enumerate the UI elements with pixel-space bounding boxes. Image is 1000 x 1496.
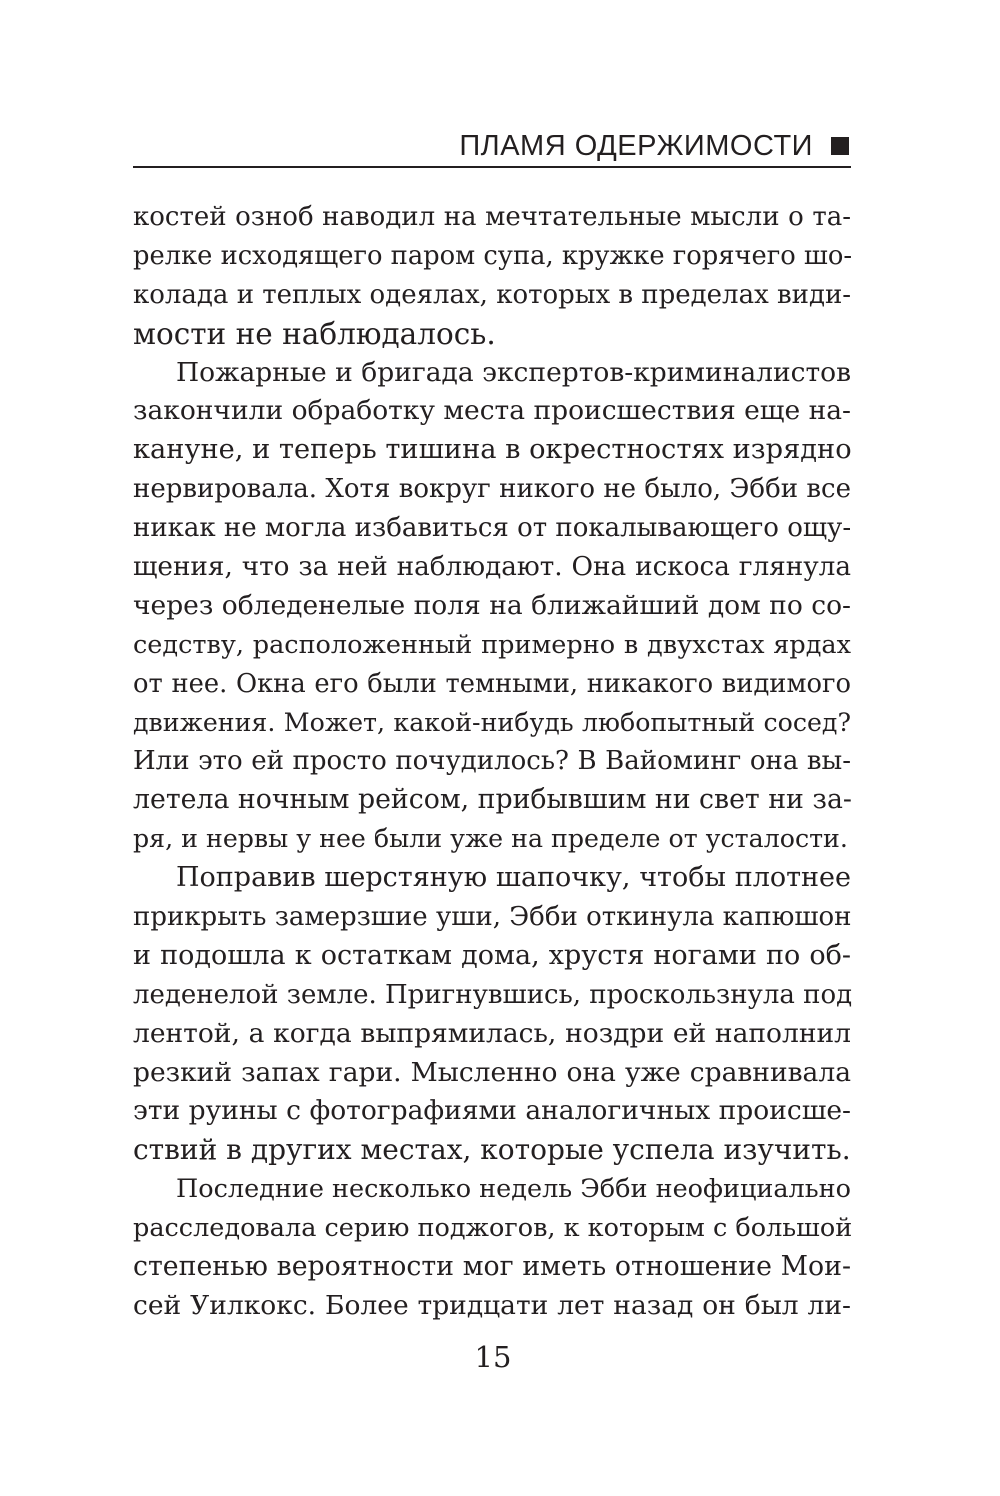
text-line: колада и теплых одеялах, которых в пределах види-: [133, 279, 852, 310]
text-line: степенью вероятности мог иметь отношение Мои-: [133, 1251, 851, 1283]
text-line: мости не наблюдалось.: [133, 316, 496, 351]
text-line: закончили обработку места происшествия еще на-: [133, 395, 851, 427]
paragraph-first-line: Последние несколько недель Эбби неофициально: [176, 1174, 851, 1205]
text-line: через обледенелые поля на ближайший дом по со-: [133, 589, 851, 621]
text-line: резкий запах гари. Мысленно она уже сравнивала: [133, 1056, 851, 1088]
text-line: летела ночным рейсом, прибывшим ни свет ни за-: [133, 784, 852, 816]
text-line: сей Уилкокс. Более тридцати лет назад он был ли-: [133, 1289, 851, 1321]
text-line: никак не могла избавиться от покалывающего ощу-: [133, 513, 852, 544]
text-line: нервировала. Хотя вокруг никого не было, Эбби все: [133, 474, 851, 505]
body-text: [133, 198, 851, 1326]
text-line: щения, что за ней наблюдают. Она искоса глянула: [133, 552, 851, 583]
text-line: движения. Может, какой-нибудь любопытный сосед?: [133, 707, 851, 737]
text-line: расследовала серию поджогов, к которым с большой: [133, 1213, 853, 1244]
paragraph-first-line: Пожарные и бригада экспертов-криминалистов: [176, 356, 851, 388]
text-line: лентой, а когда выпрямилась, ноздри ей наполнил: [133, 1017, 851, 1049]
text-line: и подошла к остаткам дома, хрустя ногами по об-: [133, 939, 851, 971]
text-line: прикрыть замерзшие уши, Эбби откинула капюшон: [133, 902, 852, 933]
text-line: костей озноб наводил на мечтательные мысли о та-: [133, 202, 851, 232]
text-line: релке исходящего паром супа, кружке горячего шо-: [133, 240, 853, 271]
text-line: Или это ей просто почудилось? В Вайоминг она вы-: [133, 746, 851, 777]
header-square-ornament: [831, 137, 849, 155]
text-line: ря, и нервы у нее были уже на пределе от усталости.: [133, 824, 848, 854]
text-line: леденелой земле. Пригнувшись, проскользнула под: [133, 979, 853, 1010]
text-line: эти руины с фотографиями аналогичных происше-: [133, 1095, 851, 1127]
running-title: ПЛАМЯ ОДЕРЖИМОСТИ: [459, 130, 813, 162]
page-number: 15: [474, 1340, 512, 1374]
text-line: ствий в других местах, которые успела изучить.: [133, 1133, 851, 1167]
text-line: седству, расположенный примерно в двухстах ярдах: [133, 629, 851, 660]
text-line: кануне, и теперь тишина в окрестностях изрядно: [133, 434, 852, 466]
running-header: [133, 130, 851, 168]
text-line: от нее. Окна его были темными, никакого видимого: [133, 668, 851, 699]
paragraph-first-line: Поправив шерстяную шапочку, чтобы плотнее: [176, 862, 851, 894]
